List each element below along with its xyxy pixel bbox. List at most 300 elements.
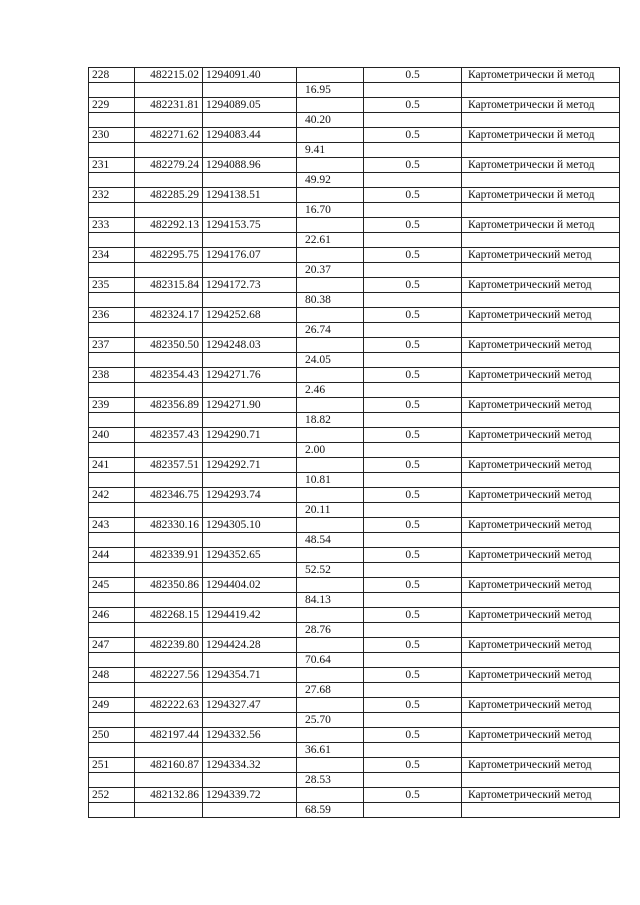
empty-cell <box>364 653 462 668</box>
empty-distance-cell <box>297 308 364 323</box>
empty-distance-cell <box>297 98 364 113</box>
empty-cell <box>135 653 203 668</box>
empty-distance-cell <box>297 428 364 443</box>
method-cell: Картометрически й метод <box>462 158 620 173</box>
point-row <box>89 428 620 443</box>
segment-row <box>89 323 620 338</box>
segment-row <box>89 533 620 548</box>
empty-cell <box>364 413 462 428</box>
method-cell: Картометрический метод <box>462 698 620 713</box>
point-number-cell: 240 <box>89 428 135 443</box>
segment-row <box>89 773 620 788</box>
empty-distance-cell <box>297 608 364 623</box>
empty-cell <box>203 203 297 218</box>
empty-cell <box>89 83 135 98</box>
empty-distance-cell <box>297 68 364 83</box>
y-coordinate-cell: 1294354.71 <box>203 668 297 683</box>
empty-cell <box>203 743 297 758</box>
empty-distance-cell <box>297 518 364 533</box>
x-coordinate-cell: 482357.43 <box>135 428 203 443</box>
empty-cell <box>89 533 135 548</box>
method-cell: Картометрический метод <box>462 338 620 353</box>
empty-distance-cell <box>297 128 364 143</box>
point-row <box>89 278 620 293</box>
empty-cell <box>364 233 462 248</box>
segment-length-cell: 9.41 <box>297 143 364 158</box>
y-coordinate-cell: 1294334.32 <box>203 758 297 773</box>
y-coordinate-cell: 1294271.76 <box>203 368 297 383</box>
point-row <box>89 548 620 563</box>
segment-row <box>89 383 620 398</box>
empty-cell <box>203 83 297 98</box>
empty-cell <box>135 743 203 758</box>
segment-row <box>89 473 620 488</box>
segment-length-cell: 49.92 <box>297 173 364 188</box>
empty-cell <box>462 173 620 188</box>
empty-cell <box>364 623 462 638</box>
empty-cell <box>135 563 203 578</box>
method-cell: Картометрический метод <box>462 578 620 593</box>
segment-length-cell: 68.59 <box>297 803 364 818</box>
accuracy-cell: 0.5 <box>364 218 462 233</box>
empty-cell <box>135 353 203 368</box>
empty-cell <box>89 593 135 608</box>
point-row <box>89 518 620 533</box>
x-coordinate-cell: 482239.80 <box>135 638 203 653</box>
y-coordinate-cell: 1294138.51 <box>203 188 297 203</box>
x-coordinate-cell: 482292.13 <box>135 218 203 233</box>
empty-cell <box>203 383 297 398</box>
empty-distance-cell <box>297 458 364 473</box>
point-number-cell: 233 <box>89 218 135 233</box>
empty-cell <box>462 653 620 668</box>
empty-cell <box>364 113 462 128</box>
empty-cell <box>462 533 620 548</box>
accuracy-cell: 0.5 <box>364 458 462 473</box>
empty-cell <box>364 293 462 308</box>
x-coordinate-cell: 482357.51 <box>135 458 203 473</box>
x-coordinate-cell: 482160.87 <box>135 758 203 773</box>
segment-length-cell: 28.76 <box>297 623 364 638</box>
x-coordinate-cell: 482285.29 <box>135 188 203 203</box>
accuracy-cell: 0.5 <box>364 158 462 173</box>
empty-cell <box>364 143 462 158</box>
empty-cell <box>135 323 203 338</box>
empty-distance-cell <box>297 698 364 713</box>
empty-cell <box>135 413 203 428</box>
accuracy-cell: 0.5 <box>364 608 462 623</box>
y-coordinate-cell: 1294339.72 <box>203 788 297 803</box>
empty-cell <box>462 593 620 608</box>
empty-cell <box>135 623 203 638</box>
point-row <box>89 788 620 803</box>
empty-cell <box>203 443 297 458</box>
empty-cell <box>89 323 135 338</box>
x-coordinate-cell: 482350.86 <box>135 578 203 593</box>
point-row <box>89 98 620 113</box>
empty-distance-cell <box>297 668 364 683</box>
empty-cell <box>203 623 297 638</box>
segment-row <box>89 413 620 428</box>
empty-cell <box>203 653 297 668</box>
empty-cell <box>203 563 297 578</box>
empty-cell <box>203 323 297 338</box>
accuracy-cell: 0.5 <box>364 638 462 653</box>
empty-cell <box>89 503 135 518</box>
empty-distance-cell <box>297 398 364 413</box>
empty-distance-cell <box>297 218 364 233</box>
empty-cell <box>89 293 135 308</box>
x-coordinate-cell: 482271.62 <box>135 128 203 143</box>
y-coordinate-cell: 1294305.10 <box>203 518 297 533</box>
method-cell: Картометрический метод <box>462 458 620 473</box>
y-coordinate-cell: 1294153.75 <box>203 218 297 233</box>
empty-cell <box>89 713 135 728</box>
point-number-cell: 228 <box>89 68 135 83</box>
point-row <box>89 398 620 413</box>
empty-cell <box>89 563 135 578</box>
segment-length-cell: 70.64 <box>297 653 364 668</box>
y-coordinate-cell: 1294172.73 <box>203 278 297 293</box>
x-coordinate-cell: 482268.15 <box>135 608 203 623</box>
segment-row <box>89 203 620 218</box>
y-coordinate-cell: 1294352.65 <box>203 548 297 563</box>
empty-cell <box>89 203 135 218</box>
empty-cell <box>203 533 297 548</box>
point-row <box>89 338 620 353</box>
empty-cell <box>364 383 462 398</box>
empty-cell <box>89 173 135 188</box>
point-row <box>89 188 620 203</box>
method-cell: Картометрически й метод <box>462 218 620 233</box>
empty-cell <box>462 713 620 728</box>
empty-cell <box>364 323 462 338</box>
method-cell: Картометрический метод <box>462 398 620 413</box>
segment-length-cell: 24.05 <box>297 353 364 368</box>
point-number-cell: 242 <box>89 488 135 503</box>
empty-cell <box>364 443 462 458</box>
empty-cell <box>462 743 620 758</box>
accuracy-cell: 0.5 <box>364 338 462 353</box>
x-coordinate-cell: 482295.75 <box>135 248 203 263</box>
point-row <box>89 668 620 683</box>
accuracy-cell: 0.5 <box>364 578 462 593</box>
empty-cell <box>364 203 462 218</box>
y-coordinate-cell: 1294252.68 <box>203 308 297 323</box>
empty-cell <box>135 683 203 698</box>
segment-row <box>89 653 620 668</box>
x-coordinate-cell: 482350.50 <box>135 338 203 353</box>
accuracy-cell: 0.5 <box>364 368 462 383</box>
segment-length-cell: 52.52 <box>297 563 364 578</box>
empty-cell <box>462 143 620 158</box>
empty-cell <box>462 113 620 128</box>
accuracy-cell: 0.5 <box>364 398 462 413</box>
empty-cell <box>364 743 462 758</box>
empty-cell <box>462 473 620 488</box>
x-coordinate-cell: 482215.02 <box>135 68 203 83</box>
accuracy-cell: 0.5 <box>364 728 462 743</box>
point-number-cell: 239 <box>89 398 135 413</box>
empty-distance-cell <box>297 638 364 653</box>
empty-cell <box>203 353 297 368</box>
coordinates-table <box>88 67 620 818</box>
point-row <box>89 758 620 773</box>
x-coordinate-cell: 482279.24 <box>135 158 203 173</box>
segment-row <box>89 143 620 158</box>
method-cell: Картометрический метод <box>462 428 620 443</box>
point-number-cell: 237 <box>89 338 135 353</box>
y-coordinate-cell: 1294091.40 <box>203 68 297 83</box>
empty-cell <box>364 533 462 548</box>
segment-length-cell: 80.38 <box>297 293 364 308</box>
method-cell: Картометрический метод <box>462 248 620 263</box>
y-coordinate-cell: 1294332.56 <box>203 728 297 743</box>
method-cell: Картометрический метод <box>462 638 620 653</box>
empty-cell <box>462 503 620 518</box>
segment-row <box>89 623 620 638</box>
point-number-cell: 249 <box>89 698 135 713</box>
segment-length-cell: 2.46 <box>297 383 364 398</box>
empty-cell <box>135 383 203 398</box>
x-coordinate-cell: 482346.75 <box>135 488 203 503</box>
empty-cell <box>364 503 462 518</box>
x-coordinate-cell: 482354.43 <box>135 368 203 383</box>
accuracy-cell: 0.5 <box>364 668 462 683</box>
point-number-cell: 243 <box>89 518 135 533</box>
y-coordinate-cell: 1294271.90 <box>203 398 297 413</box>
segment-row <box>89 563 620 578</box>
segment-row <box>89 293 620 308</box>
empty-distance-cell <box>297 368 364 383</box>
accuracy-cell: 0.5 <box>364 518 462 533</box>
empty-cell <box>203 263 297 278</box>
empty-cell <box>462 323 620 338</box>
segment-length-cell: 16.70 <box>297 203 364 218</box>
accuracy-cell: 0.5 <box>364 278 462 293</box>
point-number-cell: 231 <box>89 158 135 173</box>
empty-cell <box>462 233 620 248</box>
point-row <box>89 248 620 263</box>
empty-cell <box>135 533 203 548</box>
empty-cell <box>364 263 462 278</box>
segment-row <box>89 113 620 128</box>
empty-distance-cell <box>297 548 364 563</box>
point-number-cell: 235 <box>89 278 135 293</box>
empty-cell <box>462 443 620 458</box>
y-coordinate-cell: 1294419.42 <box>203 608 297 623</box>
empty-cell <box>462 383 620 398</box>
empty-cell <box>89 803 135 818</box>
empty-cell <box>462 623 620 638</box>
method-cell: Картометрически й метод <box>462 98 620 113</box>
point-row <box>89 578 620 593</box>
segment-length-cell: 27.68 <box>297 683 364 698</box>
point-row <box>89 308 620 323</box>
segment-length-cell: 20.11 <box>297 503 364 518</box>
x-coordinate-cell: 482222.63 <box>135 698 203 713</box>
point-row <box>89 68 620 83</box>
empty-cell <box>89 143 135 158</box>
x-coordinate-cell: 482231.81 <box>135 98 203 113</box>
method-cell: Картометрический метод <box>462 278 620 293</box>
empty-distance-cell <box>297 488 364 503</box>
empty-cell <box>364 353 462 368</box>
empty-cell <box>462 83 620 98</box>
empty-cell <box>135 83 203 98</box>
empty-cell <box>203 773 297 788</box>
empty-cell <box>89 683 135 698</box>
empty-cell <box>364 173 462 188</box>
point-number-cell: 248 <box>89 668 135 683</box>
accuracy-cell: 0.5 <box>364 488 462 503</box>
segment-length-cell: 26.74 <box>297 323 364 338</box>
x-coordinate-cell: 482227.56 <box>135 668 203 683</box>
empty-distance-cell <box>297 788 364 803</box>
empty-distance-cell <box>297 728 364 743</box>
segment-row <box>89 803 620 818</box>
point-number-cell: 238 <box>89 368 135 383</box>
method-cell: Картометрически й метод <box>462 188 620 203</box>
point-number-cell: 236 <box>89 308 135 323</box>
empty-distance-cell <box>297 578 364 593</box>
x-coordinate-cell: 482356.89 <box>135 398 203 413</box>
point-row <box>89 128 620 143</box>
y-coordinate-cell: 1294248.03 <box>203 338 297 353</box>
empty-cell <box>203 113 297 128</box>
method-cell: Картометрический метод <box>462 668 620 683</box>
empty-cell <box>462 293 620 308</box>
accuracy-cell: 0.5 <box>364 758 462 773</box>
empty-cell <box>364 683 462 698</box>
point-number-cell: 251 <box>89 758 135 773</box>
empty-cell <box>462 353 620 368</box>
method-cell: Картометрический метод <box>462 488 620 503</box>
point-row <box>89 488 620 503</box>
point-number-cell: 234 <box>89 248 135 263</box>
point-number-cell: 230 <box>89 128 135 143</box>
segment-row <box>89 233 620 248</box>
segment-length-cell: 10.81 <box>297 473 364 488</box>
point-number-cell: 232 <box>89 188 135 203</box>
x-coordinate-cell: 482132.86 <box>135 788 203 803</box>
empty-cell <box>135 143 203 158</box>
point-number-cell: 245 <box>89 578 135 593</box>
empty-cell <box>135 113 203 128</box>
empty-cell <box>89 443 135 458</box>
empty-distance-cell <box>297 338 364 353</box>
empty-cell <box>203 143 297 158</box>
segment-row <box>89 83 620 98</box>
method-cell: Картометрический метод <box>462 368 620 383</box>
empty-cell <box>89 653 135 668</box>
empty-cell <box>89 743 135 758</box>
empty-cell <box>89 383 135 398</box>
segment-row <box>89 263 620 278</box>
point-number-cell: 229 <box>89 98 135 113</box>
empty-cell <box>364 773 462 788</box>
empty-cell <box>203 593 297 608</box>
x-coordinate-cell: 482324.17 <box>135 308 203 323</box>
y-coordinate-cell: 1294327.47 <box>203 698 297 713</box>
segment-length-cell: 25.70 <box>297 713 364 728</box>
point-number-cell: 252 <box>89 788 135 803</box>
accuracy-cell: 0.5 <box>364 698 462 713</box>
point-row <box>89 218 620 233</box>
method-cell: Картометрический метод <box>462 608 620 623</box>
point-row <box>89 728 620 743</box>
segment-length-cell: 18.82 <box>297 413 364 428</box>
empty-cell <box>462 413 620 428</box>
accuracy-cell: 0.5 <box>364 788 462 803</box>
y-coordinate-cell: 1294293.74 <box>203 488 297 503</box>
segment-row <box>89 743 620 758</box>
empty-cell <box>89 623 135 638</box>
x-coordinate-cell: 482197.44 <box>135 728 203 743</box>
segment-row <box>89 593 620 608</box>
empty-cell <box>203 293 297 308</box>
empty-cell <box>135 293 203 308</box>
y-coordinate-cell: 1294083.44 <box>203 128 297 143</box>
empty-cell <box>364 473 462 488</box>
x-coordinate-cell: 482330.16 <box>135 518 203 533</box>
empty-cell <box>203 683 297 698</box>
point-number-cell: 241 <box>89 458 135 473</box>
y-coordinate-cell: 1294424.28 <box>203 638 297 653</box>
empty-cell <box>203 713 297 728</box>
empty-cell <box>89 473 135 488</box>
coordinates-table-body <box>89 68 620 818</box>
empty-cell <box>203 803 297 818</box>
accuracy-cell: 0.5 <box>364 98 462 113</box>
empty-cell <box>89 113 135 128</box>
empty-cell <box>364 713 462 728</box>
segment-row <box>89 353 620 368</box>
y-coordinate-cell: 1294089.05 <box>203 98 297 113</box>
y-coordinate-cell: 1294404.02 <box>203 578 297 593</box>
empty-cell <box>135 473 203 488</box>
empty-distance-cell <box>297 278 364 293</box>
segment-row <box>89 443 620 458</box>
empty-distance-cell <box>297 188 364 203</box>
segment-length-cell: 22.61 <box>297 233 364 248</box>
accuracy-cell: 0.5 <box>364 548 462 563</box>
empty-cell <box>462 803 620 818</box>
x-coordinate-cell: 482315.84 <box>135 278 203 293</box>
coordinates-document <box>88 67 620 818</box>
empty-cell <box>135 503 203 518</box>
empty-cell <box>135 203 203 218</box>
empty-cell <box>135 593 203 608</box>
empty-cell <box>203 173 297 188</box>
empty-cell <box>89 233 135 248</box>
empty-cell <box>135 443 203 458</box>
empty-cell <box>135 803 203 818</box>
accuracy-cell: 0.5 <box>364 308 462 323</box>
empty-distance-cell <box>297 158 364 173</box>
point-row <box>89 608 620 623</box>
point-number-cell: 250 <box>89 728 135 743</box>
empty-distance-cell <box>297 248 364 263</box>
segment-row <box>89 713 620 728</box>
empty-distance-cell <box>297 758 364 773</box>
empty-cell <box>462 563 620 578</box>
segment-length-cell: 2.00 <box>297 443 364 458</box>
segment-length-cell: 28.53 <box>297 773 364 788</box>
empty-cell <box>89 773 135 788</box>
empty-cell <box>89 413 135 428</box>
point-number-cell: 246 <box>89 608 135 623</box>
